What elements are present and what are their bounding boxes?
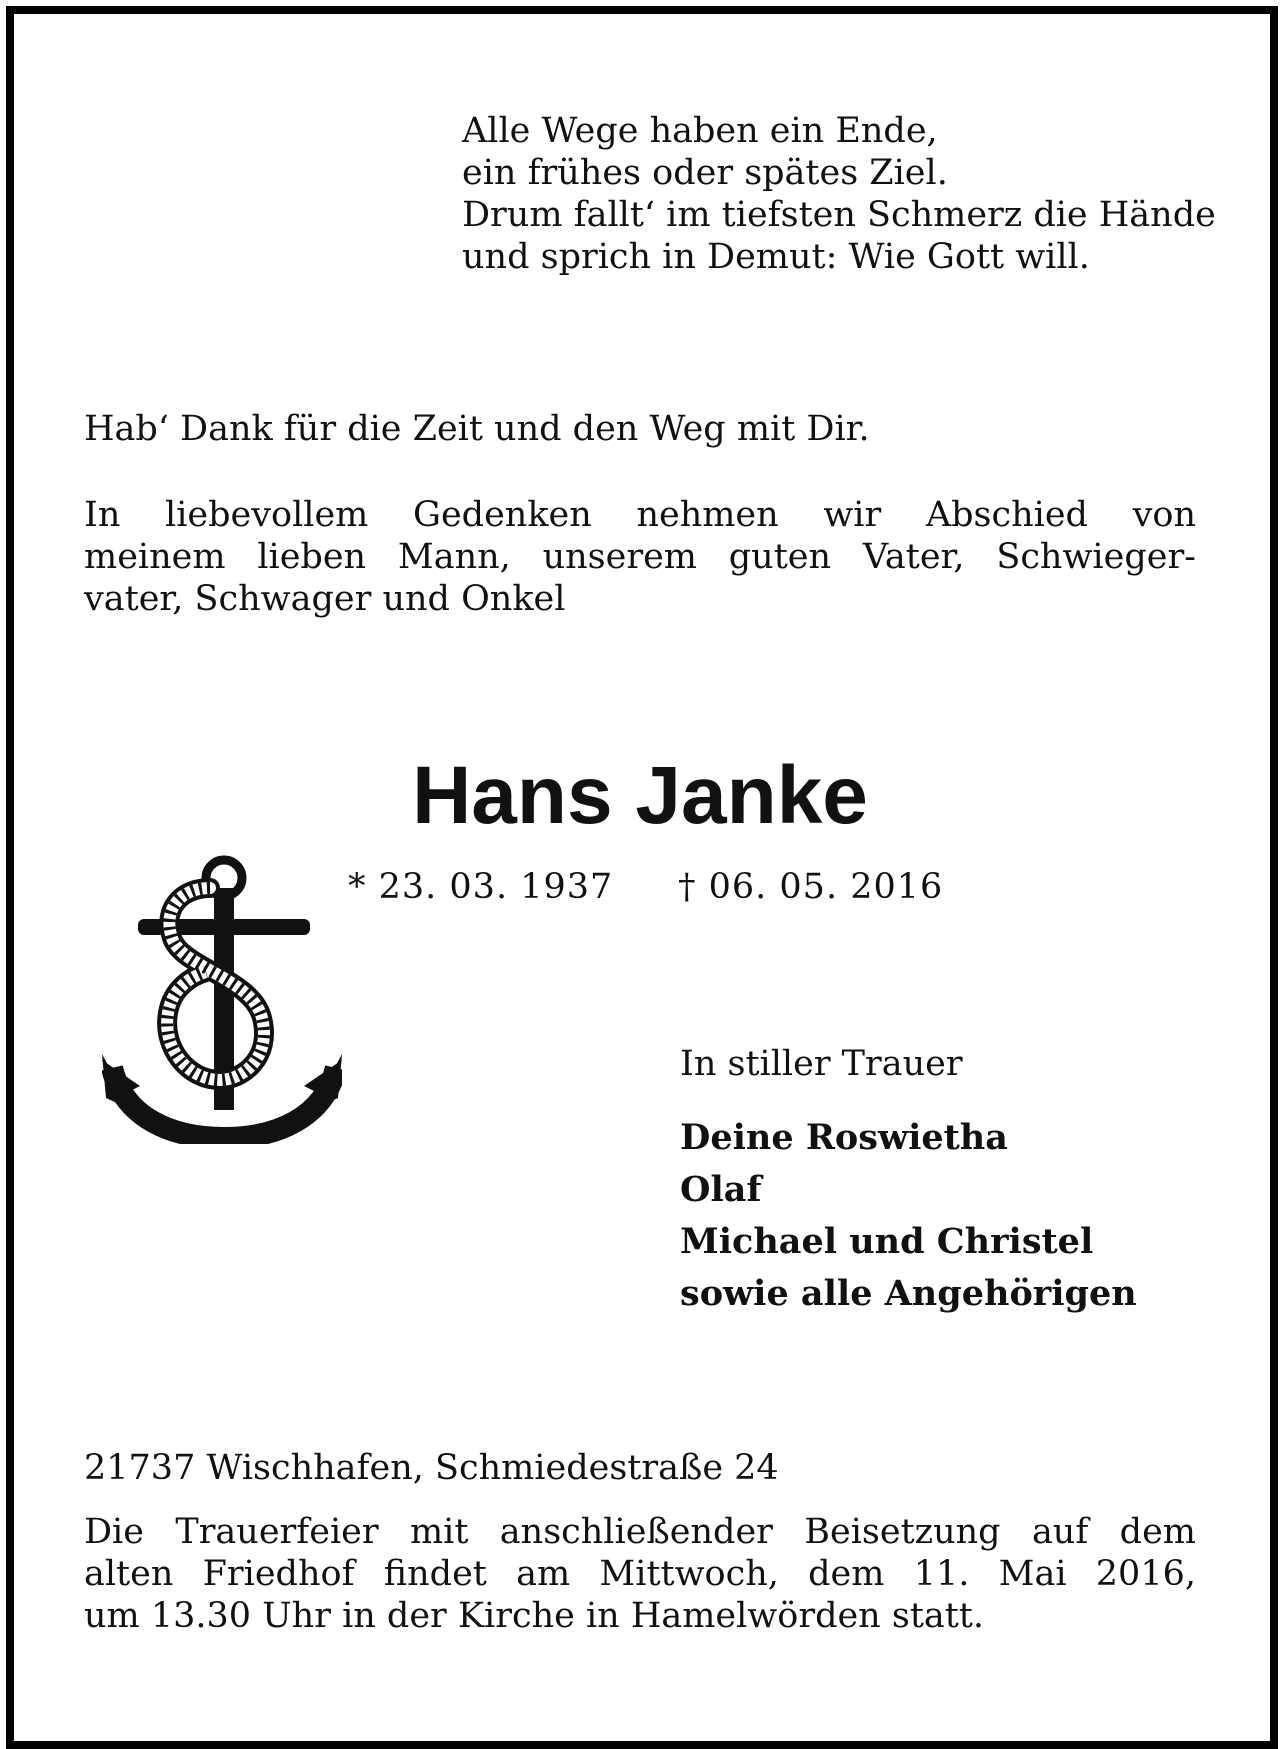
family-member: sowie alle Angehörigen: [680, 1273, 1137, 1314]
death-date: † 06. 05. 2016: [678, 867, 944, 907]
announcement-line: meinem lieben Mann, unserem guten Vater, Schwieger-: [84, 537, 1196, 577]
verse: [462, 110, 1216, 278]
family-member: Michael und Christel: [680, 1221, 1094, 1262]
family-member: Deine Roswietha: [680, 1117, 1008, 1158]
anchor-with-rope-icon: [102, 848, 342, 1144]
verse-line: Drum fallt‘ im tiefsten Schmerz die Hände: [462, 195, 1216, 235]
verse-line: ein frühes oder spätes Ziel.: [462, 153, 948, 193]
deceased-name: Hans Janke: [412, 750, 868, 841]
service-announcement: [84, 1511, 1196, 1637]
deceased-name-block: [0, 748, 1280, 844]
mourning-line: In stiller Trauer: [680, 1044, 963, 1084]
verse-line: und sprich in Demut: Wie Gott will.: [462, 237, 1090, 277]
announcement-line: In liebevollem Gedenken nehmen wir Abschied von: [84, 495, 1196, 535]
service-line: um 13.30 Uhr in der Kirche in Hamelwörden statt.: [84, 1596, 985, 1636]
verse-line: Alle Wege haben ein Ende,: [462, 111, 938, 151]
announcement-line: vater, Schwager und Onkel: [84, 579, 566, 619]
birth-date: * 23. 03. 1937: [348, 867, 614, 907]
service-line: Die Trauerfeier mit anschließender Beisetzung auf dem: [84, 1512, 1196, 1552]
announcement: [84, 494, 1196, 620]
family-list: [680, 1112, 1137, 1320]
service-line: alten Friedhof findet am Mittwoch, dem 11. Mai 2016,: [84, 1554, 1196, 1594]
address: 21737 Wischhafen, Schmiedestraße 24: [84, 1448, 779, 1488]
family-member: Olaf: [680, 1169, 762, 1210]
thanks-line: Hab‘ Dank für die Zeit und den Weg mit Dir.: [84, 409, 870, 449]
